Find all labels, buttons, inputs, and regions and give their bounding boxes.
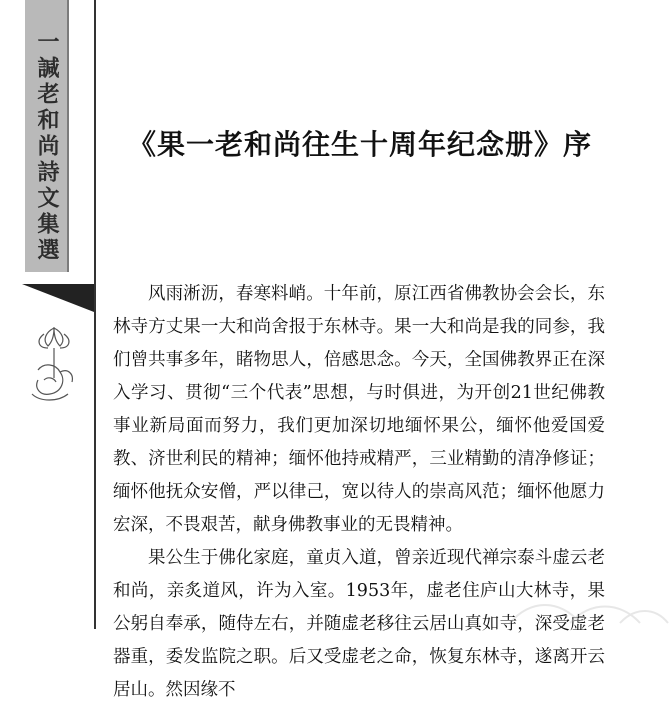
book-series-title: 一諴老和尚詩文集選 xyxy=(34,30,60,264)
decorative-wedge-icon xyxy=(22,284,94,312)
lotus-hand-icon xyxy=(24,318,84,404)
paragraph: 果公生于佛化家庭，童贞入道，曾亲近现代禅宗泰斗虚云老和尚，亲炙道风，许为入室。1953年，虚老住庐山大林寺，果公躬自奉承，随侍左右，并随虚老移往云居山真如寺，深受虚老器重，委发监院之职。后又受虚老之命，恢复东林寺，遂离开云居山。然因缘不 xyxy=(113,548,605,700)
margin-rule xyxy=(94,0,96,629)
page-title: 《果一老和尚往生十周年纪念册》序 xyxy=(127,128,592,161)
watermark-decoration-icon xyxy=(500,593,670,629)
side-title-box xyxy=(25,0,69,272)
body-text xyxy=(113,278,605,707)
paragraph: 风雨淅沥，春寒料峭。十年前，原江西省佛教协会会长，东林寺方丈果一大和尚舍报于东林寺。果一大和尚是我的同参，我们曾共事多年，睹物思人，倍感思念。今天，全国佛教界正在深入学习、贯彻“三个代表”思想，与时俱进，为开创21世纪佛教事业新局面而努力，我们更加深切地缅怀果公，缅怀他爱国爱教、济世利民的精神；缅怀他持戒精严，三业精勤的清净修证；缅怀他抚众安僧，严以律己，宽以待人的崇高风范；缅怀他愿力宏深，不畏艰苦，献身佛教事业的无畏精神。 xyxy=(113,284,605,535)
